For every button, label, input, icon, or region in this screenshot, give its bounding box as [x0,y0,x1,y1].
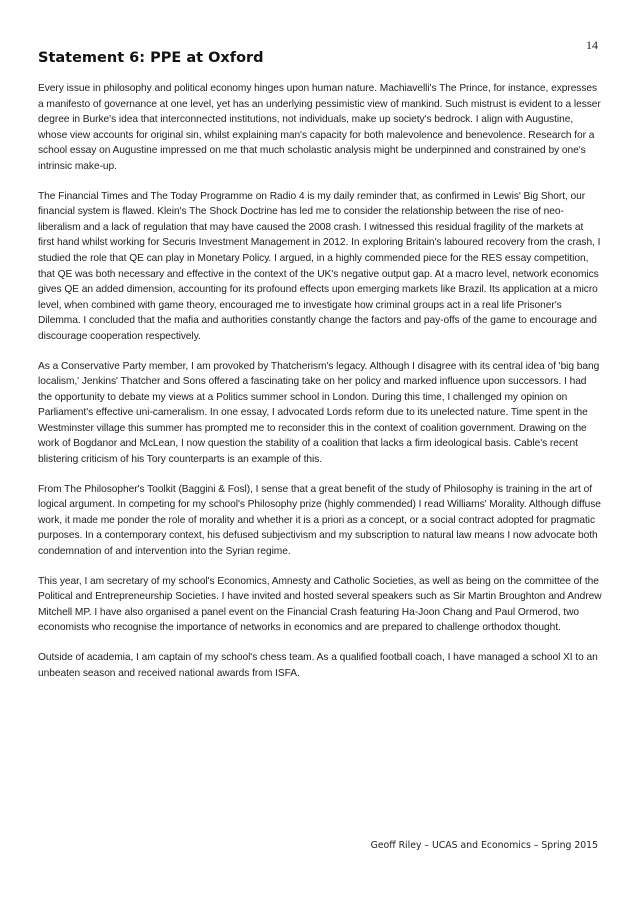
page-title: Statement 6: PPE at Oxford [38,50,264,66]
paragraph-1: Every issue in philosophy and political economy hinges upon human nature. Machiavelli's The Prince, for instance, expresses a manifesto of governance at one level, yet has an underlying pessimistic view of mankind. Such mistrust is evident to a lesser degree in Burke's idea that interconnected institutions, not individuals, make up society's bedrock. I align with Augustine, whose view accounts for original sin, whilst explaining man's capacity for both malevolence and benevolence. Research for a school essay on Augustine impressed on me that much scholastic analysis might be underpinned and constrained by one's intrinsic make-up. [38,83,601,172]
paragraph-2: The Financial Times and The Today Programme on Radio 4 is my daily reminder that, as confirmed in Lewis' Big Short, our financial system is flawed. Klein's The Shock Doctrine has led me to consider the relationship between the rise of neo-liberalism and a lack of regulation that may have caused the 2008 crash. I witnessed this residual fragility of the markets at first hand whilst working for Securis Investment Management in 2012. In exploring Britain's laboured recovery from the crash, I studied the role that QE can play in Monetary Policy. I argued, in a highly commended piece for the RES essay competition, that QE was both necessary and effective in the context of the UK's negative output gap. At a macro level, network economics gives QE an added dimension, accounting for its profound effects upon emerging markets like Brazil. Its application at a micro level, when combined with game theory, encouraged me to investigate how criminal groups act in a real life Prisoner's Dilemma. I concluded that the mafia and authorities constantly change the factors and pay-offs of the game to encourage and discourage cooperation respectively. [38,190,601,342]
page-number: 14 [586,38,598,52]
statement-body [38,81,602,695]
paragraph-3: As a Conservative Party member, I am provoked by Thatcherism's legacy. Although I disagree with its central idea of 'big bang localism,' Jenkins' Thatcher and Sons offered a fascinating take on her policy and marked influence upon successors. I had the opportunity to debate my views at a Politics summer school in London. During this time, I challenged my opinion on Parliament's effective uni-cameralism. In one essay, I advocated Lords reform due to its unelected nature. Time spent in the Westminster village this summer has prompted me to reconsider this in the context of coalition government. Drawing on the work of Bogdanor and McLean, I now question the stability of a coalition that lacks a firm ideological basis. Cable's recent blistering criticism of his Tory counterparts is an example of this. [38,360,600,466]
paragraph-4: From The Philosopher's Toolkit (Baggini & Fosl), I sense that a great benefit of the study of Philosophy is training in the art of logical argument. In competing for my school's Philosophy prize (highly commended) I read Williams' Morality. Although diffuse work, it made me ponder the role of morality and whether it is a priori as a concept, or a social contract adopted for pragmatic purposes. In a contemporary context, his defused subjectivism and my subscription to natural law means I now advocate both condemnation of and intervention into the Syrian regime. [38,483,601,558]
paragraph-5: This year, I am secretary of my school's Economics, Amnesty and Catholic Societies, as well as being on the committee of the Political and Entrepreneurship Societies. I have invited and hosted several speakers such as Sir Martin Broughton and Andrew Mitchell MP. I have also organised a panel event on the Financial Crash featuring Ha-Joon Chang and Paul Ormerod, two economists who recognise the importance of networks in economics and are prepared to challenge orthodox thought. [38,575,602,634]
paragraph-6: Outside of academia, I am captain of my school's chess team. As a qualified football coach, I have managed a school XI to an unbeaten season and received national awards from ISFA. [38,652,598,679]
page-footer: Geoff Riley – UCAS and Economics – Spring 2015 [370,840,598,851]
